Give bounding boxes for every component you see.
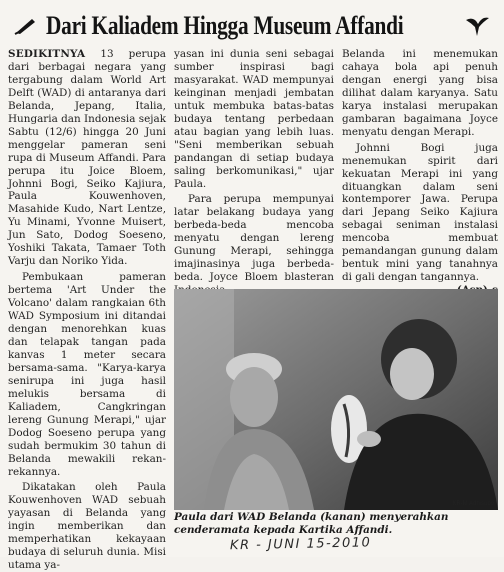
- photo-illustration: [174, 289, 498, 510]
- article-paragraph: Dikatakan oleh Paula Kouwenhoven WAD sebuah yayasan di Belanda yang ingin memberikan dan memperhatikan kekayaan budaya di seluruh dunia. Misi utama ya-: [8, 481, 166, 572]
- headline: Dari Kaliadem Hingga Museum Affandi: [46, 11, 404, 40]
- article-lead-paragraph: [8, 48, 166, 268]
- article-paragraph: Pembukaan pameran bertema 'Art Under the Volcano' dalam rangkaian 6th WAD Symposium ini ditandai dengan menorehkan kuas dan telapak tangan pada kanvas 1 meter secara bersama-sama. "Karya-karya senirupa ini juga hasil melukis bersama di Kaliadem, Cangkringan lereng Gunung Merapi," ujar Dodog Soeseno perupa yang sudah bermukim 30 tahun di Belanda mewakili rekan-rekannya.: [8, 271, 166, 478]
- byline-lead-word: SEDIKITNYA: [8, 48, 86, 60]
- article-column-2: [174, 48, 334, 297]
- photo-caption: Paula dari WAD Belanda (kanan) menyerahkan cenderamata kepada Kartika Affandi.: [174, 511, 449, 536]
- photo-credit: KR-M Adhisupo: [452, 501, 494, 507]
- headline-bar: [6, 6, 498, 46]
- news-photo: [174, 289, 498, 510]
- lead-text: 13 perupa dari berbagai negara yang tergabung dalam World Art Delft (WAD) di antaranya dari Belanda, Jepang, Italia, Hungaria dan Indonesia sejak Sabtu (12/6) hingga 20 Juni menggelar pameran seni rupa di Museum Affandi. Para perupa itu Joice Bloem, Johnni Bogi, Seiko Kajiura, Paula Kouwenhoven, Masahide Kudo, Nart Lentze, Yu Minami, Yvonne Muisert, Jun Sato, Dodog Soeseno, Yoshiki Takata, Tamaer Toth Varju dan Noriko Yida.: [8, 48, 166, 268]
- article-column-1: [8, 48, 166, 572]
- quill-mark-icon: [14, 17, 36, 35]
- article-column-3: [342, 48, 498, 297]
- handwritten-note: KR - JUNI 15-2010: [229, 535, 372, 554]
- article-paragraph: Johnni Bogi juga menemukan spirit dari kekuatan Merapi ini yang dituangkan dalam seni kontemporer Jawa. Perupa dari Jepang Seiko Kajiura sebagai seniman instalasi mencoba membuat pemandangan gunung dalam bentuk mini yang tanahnya di gali dengan tangannya.: [342, 141, 498, 284]
- article-paragraph: Belanda ini menemukan cahaya bola api penuh dengan energi yang bisa dilihat dalam karyanya. Satu karya instalasi merupakan gambaran bagaimana Joyce menyatu dengan Merapi.: [342, 48, 498, 138]
- article-paragraph: Para perupa mempunyai latar belakang budaya yang berbeda-beda mencoba menyatu dengan lereng Gunung Merapi, sehingga imajinasinya juga berbeda-beda. Joyce Bloem blasteran: [174, 193, 334, 284]
- article-paragraph: yasan ini dunia seni sebagai sumber inspirasi bagi masyarakat. WAD mempunyai keinginan menjadi jembatan untuk membuka batas-batas budaya tentang perbedaan atau bagian yang lebih luas. "Seni memberikan sebuah pandangan di setiap budaya saling berkomunikasi," ujar Paula.: [174, 48, 334, 190]
- flying-bird-logo-icon: [464, 14, 490, 38]
